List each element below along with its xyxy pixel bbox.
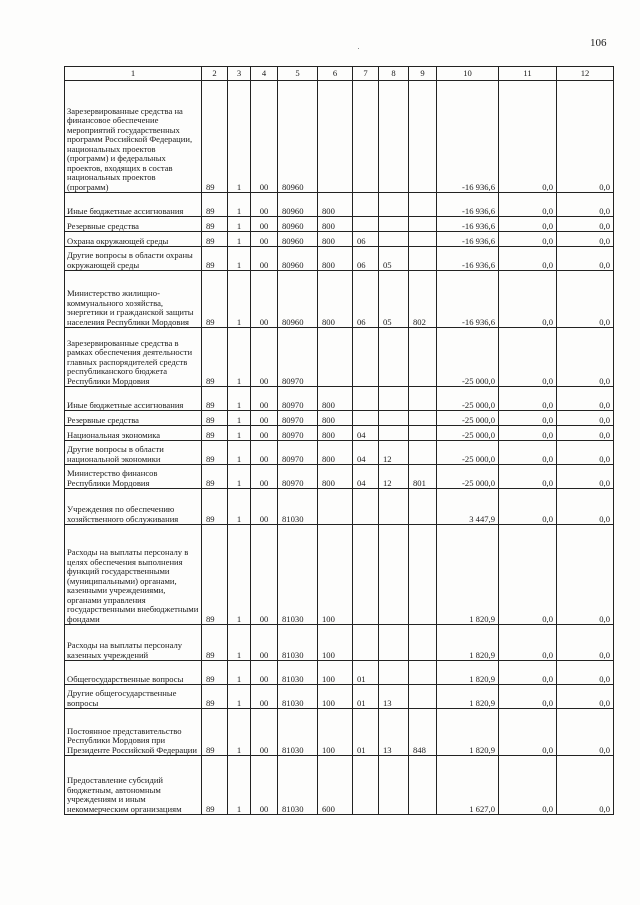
code-cell	[318, 328, 353, 387]
amount-cell: 0,0	[499, 525, 557, 625]
code-cell	[318, 81, 353, 193]
item-name-cell: Другие общегосударственные вопросы	[65, 685, 202, 709]
code-cell	[379, 387, 409, 411]
code-cell	[409, 387, 437, 411]
code-cell	[353, 625, 379, 661]
code-cell: 89	[202, 625, 228, 661]
code-cell: 800	[318, 387, 353, 411]
code-cell	[409, 217, 437, 232]
code-cell	[353, 328, 379, 387]
code-cell	[379, 525, 409, 625]
code-cell: 800	[318, 411, 353, 426]
amount-cell: 0,0	[499, 232, 557, 247]
budget-table	[64, 66, 614, 815]
header-cell: 7	[353, 67, 379, 81]
code-cell: 13	[379, 709, 409, 756]
code-cell: 600	[318, 756, 353, 815]
code-cell: 00	[251, 661, 278, 685]
item-name-cell: Другие вопросы в области охраны окружающей среды	[65, 247, 202, 271]
code-cell: 00	[251, 625, 278, 661]
amount-cell: -16 936,6	[437, 193, 499, 217]
code-cell	[409, 232, 437, 247]
code-cell: 80970	[278, 387, 318, 411]
amount-cell: 0,0	[499, 709, 557, 756]
amount-cell: -16 936,6	[437, 232, 499, 247]
amount-cell: 1 820,9	[437, 661, 499, 685]
amount-cell: 0,0	[499, 193, 557, 217]
code-cell: 89	[202, 387, 228, 411]
amount-cell: 3 447,9	[437, 489, 499, 525]
amount-cell: 0,0	[499, 217, 557, 232]
amount-cell: 0,0	[557, 685, 614, 709]
amount-cell: -16 936,6	[437, 81, 499, 193]
table-row	[65, 387, 614, 411]
code-cell: 802	[409, 271, 437, 328]
code-cell: 100	[318, 661, 353, 685]
code-cell: 80970	[278, 465, 318, 489]
header-cell: 4	[251, 67, 278, 81]
code-cell: 800	[318, 441, 353, 465]
item-name-cell: Зарезервированные средства на финансовое обеспечение мероприятий государственных программ Российской Федерации, национальных проектов (программ) и федеральных проектов, входящих в состав национальных проектов (программ)	[65, 81, 202, 193]
code-cell	[353, 525, 379, 625]
amount-cell: 0,0	[557, 625, 614, 661]
code-cell: 80960	[278, 217, 318, 232]
code-cell: 1	[228, 411, 251, 426]
header-cell: 12	[557, 67, 614, 81]
amount-cell: 0,0	[499, 685, 557, 709]
code-cell: 1	[228, 232, 251, 247]
code-cell: 800	[318, 426, 353, 441]
code-cell: 89	[202, 232, 228, 247]
code-cell: 89	[202, 685, 228, 709]
table-row	[65, 217, 614, 232]
code-cell: 81030	[278, 625, 318, 661]
code-cell	[353, 489, 379, 525]
code-cell: 00	[251, 193, 278, 217]
code-cell: 81030	[278, 525, 318, 625]
item-name-cell: Национальная экономика	[65, 426, 202, 441]
table-row	[65, 81, 614, 193]
table-row	[65, 625, 614, 661]
code-cell	[318, 489, 353, 525]
amount-cell: -16 936,6	[437, 247, 499, 271]
code-cell	[409, 426, 437, 441]
header-cell: 10	[437, 67, 499, 81]
item-name-cell: Другие вопросы в области национальной экономики	[65, 441, 202, 465]
code-cell: 04	[353, 426, 379, 441]
amount-cell: 0,0	[557, 465, 614, 489]
code-cell: 800	[318, 193, 353, 217]
amount-cell: -25 000,0	[437, 465, 499, 489]
code-cell: 04	[353, 441, 379, 465]
amount-cell: -25 000,0	[437, 441, 499, 465]
item-name-cell: Иные бюджетные ассигнования	[65, 193, 202, 217]
code-cell: 89	[202, 441, 228, 465]
code-cell: 89	[202, 328, 228, 387]
code-cell: 81030	[278, 489, 318, 525]
amount-cell: 0,0	[499, 411, 557, 426]
table-row	[65, 441, 614, 465]
amount-cell: 0,0	[557, 217, 614, 232]
table-row	[65, 685, 614, 709]
amount-cell: 0,0	[557, 247, 614, 271]
code-cell: 00	[251, 232, 278, 247]
amount-cell: 0,0	[499, 271, 557, 328]
amount-cell: 0,0	[557, 756, 614, 815]
code-cell: 100	[318, 709, 353, 756]
code-cell: 80970	[278, 426, 318, 441]
amount-cell: 1 820,9	[437, 685, 499, 709]
amount-cell: 0,0	[557, 426, 614, 441]
amount-cell: 1 820,9	[437, 709, 499, 756]
code-cell: 1	[228, 387, 251, 411]
code-cell: 89	[202, 525, 228, 625]
code-cell: 00	[251, 441, 278, 465]
amount-cell: 0,0	[499, 441, 557, 465]
code-cell: 1	[228, 328, 251, 387]
amount-cell: 0,0	[499, 465, 557, 489]
item-name-cell: Министерство жилищно-коммунального хозяйства, энергетики и гражданской защиты населения Республики Мордовия	[65, 271, 202, 328]
table-row	[65, 661, 614, 685]
code-cell	[409, 411, 437, 426]
code-cell	[353, 217, 379, 232]
code-cell	[409, 193, 437, 217]
code-cell	[353, 387, 379, 411]
amount-cell: -16 936,6	[437, 217, 499, 232]
table-row	[65, 489, 614, 525]
code-cell	[379, 328, 409, 387]
page-number: 106	[590, 37, 607, 49]
code-cell: 00	[251, 328, 278, 387]
amount-cell: 0,0	[499, 661, 557, 685]
code-cell: 89	[202, 247, 228, 271]
code-cell: 81030	[278, 756, 318, 815]
code-cell: 1	[228, 217, 251, 232]
code-cell	[379, 625, 409, 661]
table-row	[65, 709, 614, 756]
code-cell	[379, 81, 409, 193]
header-cell: 8	[379, 67, 409, 81]
code-cell: 89	[202, 489, 228, 525]
code-cell: 12	[379, 441, 409, 465]
code-cell: 100	[318, 625, 353, 661]
code-cell: 80970	[278, 328, 318, 387]
code-cell: 100	[318, 525, 353, 625]
code-cell: 00	[251, 271, 278, 328]
amount-cell: 0,0	[499, 247, 557, 271]
code-cell	[409, 685, 437, 709]
code-cell: 06	[353, 247, 379, 271]
code-cell	[379, 193, 409, 217]
code-cell: 80960	[278, 81, 318, 193]
table-row	[65, 193, 614, 217]
code-cell: 80970	[278, 441, 318, 465]
code-cell: 1	[228, 709, 251, 756]
amount-cell: 0,0	[557, 525, 614, 625]
item-name-cell: Резервные средства	[65, 217, 202, 232]
item-name-cell: Резервные средства	[65, 411, 202, 426]
amount-cell: -25 000,0	[437, 328, 499, 387]
code-cell: 1	[228, 441, 251, 465]
code-cell: 01	[353, 685, 379, 709]
code-cell	[353, 411, 379, 426]
code-cell: 13	[379, 685, 409, 709]
code-cell: 81030	[278, 685, 318, 709]
code-cell: 05	[379, 271, 409, 328]
code-cell: 00	[251, 426, 278, 441]
amount-cell: 0,0	[499, 81, 557, 193]
code-cell	[409, 247, 437, 271]
amount-cell: 0,0	[499, 625, 557, 661]
code-cell: 1	[228, 661, 251, 685]
code-cell: 89	[202, 271, 228, 328]
amount-cell: -25 000,0	[437, 411, 499, 426]
amount-cell: 0,0	[557, 411, 614, 426]
code-cell	[379, 426, 409, 441]
table-row	[65, 328, 614, 387]
code-cell: 89	[202, 756, 228, 815]
code-cell: 89	[202, 217, 228, 232]
code-cell	[353, 81, 379, 193]
amount-cell: 0,0	[557, 232, 614, 247]
code-cell: 01	[353, 709, 379, 756]
item-name-cell: Охрана окружающей среды	[65, 232, 202, 247]
amount-cell: 0,0	[499, 426, 557, 441]
amount-cell: 0,0	[557, 328, 614, 387]
code-cell: 1	[228, 271, 251, 328]
code-cell	[409, 328, 437, 387]
code-cell: 80960	[278, 232, 318, 247]
header-cell: 9	[409, 67, 437, 81]
code-cell: 06	[353, 271, 379, 328]
code-cell: 80960	[278, 247, 318, 271]
scan-speck	[358, 48, 359, 49]
code-cell: 800	[318, 465, 353, 489]
code-cell: 80960	[278, 193, 318, 217]
code-cell: 1	[228, 525, 251, 625]
amount-cell: 0,0	[557, 193, 614, 217]
code-cell: 89	[202, 465, 228, 489]
table-row	[65, 525, 614, 625]
code-cell: 89	[202, 709, 228, 756]
code-cell	[409, 625, 437, 661]
item-name-cell: Министерство финансов Республики Мордовия	[65, 465, 202, 489]
code-cell: 00	[251, 525, 278, 625]
code-cell: 1	[228, 426, 251, 441]
amount-cell: -25 000,0	[437, 426, 499, 441]
code-cell	[409, 525, 437, 625]
amount-cell: 0,0	[557, 441, 614, 465]
table-row	[65, 411, 614, 426]
header-cell: 5	[278, 67, 318, 81]
code-cell: 00	[251, 489, 278, 525]
item-name-cell: Общегосударственные вопросы	[65, 661, 202, 685]
amount-cell: 1 627,0	[437, 756, 499, 815]
item-name-cell: Иные бюджетные ассигнования	[65, 387, 202, 411]
code-cell: 12	[379, 465, 409, 489]
amount-cell: 0,0	[557, 489, 614, 525]
code-cell	[409, 81, 437, 193]
header-cell: 11	[499, 67, 557, 81]
code-cell: 800	[318, 247, 353, 271]
code-cell: 800	[318, 271, 353, 328]
header-cell: 1	[65, 67, 202, 81]
code-cell	[379, 217, 409, 232]
header-cell: 6	[318, 67, 353, 81]
code-cell: 00	[251, 465, 278, 489]
amount-cell: 0,0	[557, 271, 614, 328]
amount-cell: 0,0	[499, 387, 557, 411]
code-cell: 89	[202, 81, 228, 193]
amount-cell: -16 936,6	[437, 271, 499, 328]
code-cell: 00	[251, 411, 278, 426]
code-cell: 800	[318, 232, 353, 247]
code-cell: 1	[228, 685, 251, 709]
code-cell: 00	[251, 81, 278, 193]
code-cell	[353, 756, 379, 815]
table-row	[65, 465, 614, 489]
item-name-cell: Постоянное представительство Республики Мордовия при Президенте Российской Федерации	[65, 709, 202, 756]
code-cell: 1	[228, 465, 251, 489]
table-row	[65, 756, 614, 815]
code-cell	[379, 661, 409, 685]
code-cell: 1	[228, 756, 251, 815]
code-cell	[409, 756, 437, 815]
amount-cell: 0,0	[499, 756, 557, 815]
amount-cell: 1 820,9	[437, 525, 499, 625]
amount-cell: 1 820,9	[437, 625, 499, 661]
code-cell: 89	[202, 426, 228, 441]
code-cell	[353, 193, 379, 217]
code-cell	[409, 489, 437, 525]
code-cell: 00	[251, 709, 278, 756]
code-cell: 1	[228, 489, 251, 525]
item-name-cell: Учреждения по обеспечению хозяйственного обслуживания	[65, 489, 202, 525]
item-name-cell: Расходы на выплаты персоналу казенных учреждений	[65, 625, 202, 661]
code-cell: 01	[353, 661, 379, 685]
code-cell: 801	[409, 465, 437, 489]
code-cell: 06	[353, 232, 379, 247]
item-name-cell: Расходы на выплаты персоналу в целях обеспечения выполнения функций государственными (муниципальными) органами, казенными учреждениями, органами управления государственными внебюджетными фондами	[65, 525, 202, 625]
code-cell: 800	[318, 217, 353, 232]
amount-cell: 0,0	[499, 328, 557, 387]
amount-cell: 0,0	[499, 489, 557, 525]
table-header-row	[65, 67, 614, 81]
code-cell: 1	[228, 81, 251, 193]
item-name-cell: Предоставление субсидий бюджетным, автономным учреждениям и иным некоммерческим организациям	[65, 756, 202, 815]
code-cell	[379, 411, 409, 426]
code-cell: 00	[251, 685, 278, 709]
code-cell: 81030	[278, 661, 318, 685]
amount-cell: 0,0	[557, 709, 614, 756]
code-cell: 04	[353, 465, 379, 489]
amount-cell: 0,0	[557, 81, 614, 193]
code-cell: 80970	[278, 411, 318, 426]
code-cell: 00	[251, 387, 278, 411]
table-row	[65, 247, 614, 271]
table-row	[65, 426, 614, 441]
code-cell: 00	[251, 247, 278, 271]
code-cell: 1	[228, 625, 251, 661]
amount-cell: 0,0	[557, 387, 614, 411]
code-cell: 80960	[278, 271, 318, 328]
header-cell: 3	[228, 67, 251, 81]
code-cell	[409, 441, 437, 465]
code-cell: 89	[202, 193, 228, 217]
code-cell: 00	[251, 217, 278, 232]
code-cell: 1	[228, 193, 251, 217]
header-cell: 2	[202, 67, 228, 81]
table-row	[65, 232, 614, 247]
code-cell: 1	[228, 247, 251, 271]
amount-cell: 0,0	[557, 661, 614, 685]
code-cell	[409, 661, 437, 685]
code-cell: 848	[409, 709, 437, 756]
code-cell	[379, 232, 409, 247]
code-cell: 100	[318, 685, 353, 709]
code-cell	[379, 489, 409, 525]
code-cell: 81030	[278, 709, 318, 756]
amount-cell: -25 000,0	[437, 387, 499, 411]
code-cell	[379, 756, 409, 815]
table-row	[65, 271, 614, 328]
code-cell: 89	[202, 411, 228, 426]
code-cell: 00	[251, 756, 278, 815]
item-name-cell: Зарезервированные средства в рамках обеспечения деятельности главных распорядителей средств республиканского бюджета Республики Мордовия	[65, 328, 202, 387]
code-cell: 89	[202, 661, 228, 685]
code-cell: 05	[379, 247, 409, 271]
